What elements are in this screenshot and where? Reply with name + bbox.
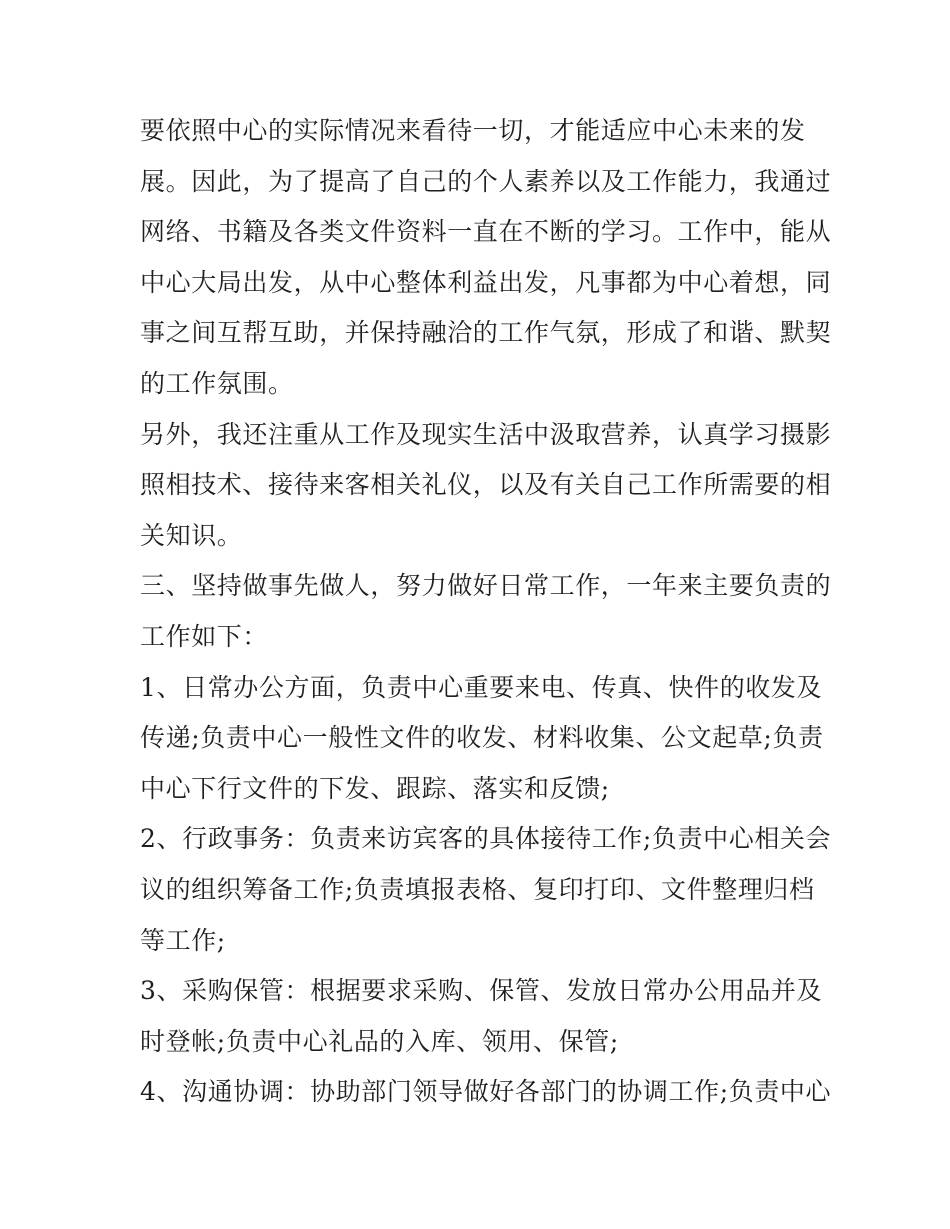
text-line: 展。因此，为了提高了自己的个人素养以及工作能力，我通过 (140, 166, 832, 196)
text-line: 1、日常办公方面，负责中心重要来电、传真、快件的收发及 (140, 672, 823, 702)
text-line: 4、沟通协调：协助部门领导做好各部门的协调工作;负责中心 (140, 1077, 832, 1107)
text-line: 等工作; (140, 925, 226, 955)
text-line: 工作如下： (140, 621, 269, 651)
text-line: 事之间互帮互助，并保持融洽的工作气氛，形成了和谐、默契 (140, 318, 832, 348)
text-line: 的工作氛围。 (140, 368, 294, 398)
text-line: 议的组织筹备工作;负责填报表格、复印打印、文件整理归档 (140, 874, 815, 904)
text-line: 中心大局出发，从中心整体利益出发，凡事都为中心着想，同 (140, 267, 832, 297)
text-line: 三、坚持做事先做人，努力做好日常工作，一年来主要负责的 (140, 571, 832, 601)
text-line: 网络、书籍及各类文件资料一直在不断的学习。工作中，能从 (140, 217, 832, 247)
text-line: 时登帐;负责中心礼品的入库、领用、保管; (140, 1026, 619, 1056)
text-line: 中心下行文件的下发、跟踪、落实和反馈; (140, 773, 610, 803)
text-line: 2、行政事务：负责来访宾客的具体接待工作;负责中心相关会 (140, 824, 832, 854)
text-line: 3、采购保管：根据要求采购、保管、发放日常办公用品并及 (140, 976, 823, 1006)
text-line: 关知识。 (140, 520, 243, 550)
text-line: 另外，我还注重从工作及现实生活中汲取营养，认真学习摄影 (140, 419, 832, 449)
text-line: 传递;负责中心一般性文件的收发、材料收集、公文起草;负责 (140, 723, 824, 753)
text-line: 要依照中心的实际情况来看待一切，才能适应中心未来的发 (140, 116, 806, 145)
text-line: 照相技术、接待来客相关礼仪，以及有关自己工作所需要的相 (140, 470, 832, 500)
document-body (140, 106, 832, 1118)
